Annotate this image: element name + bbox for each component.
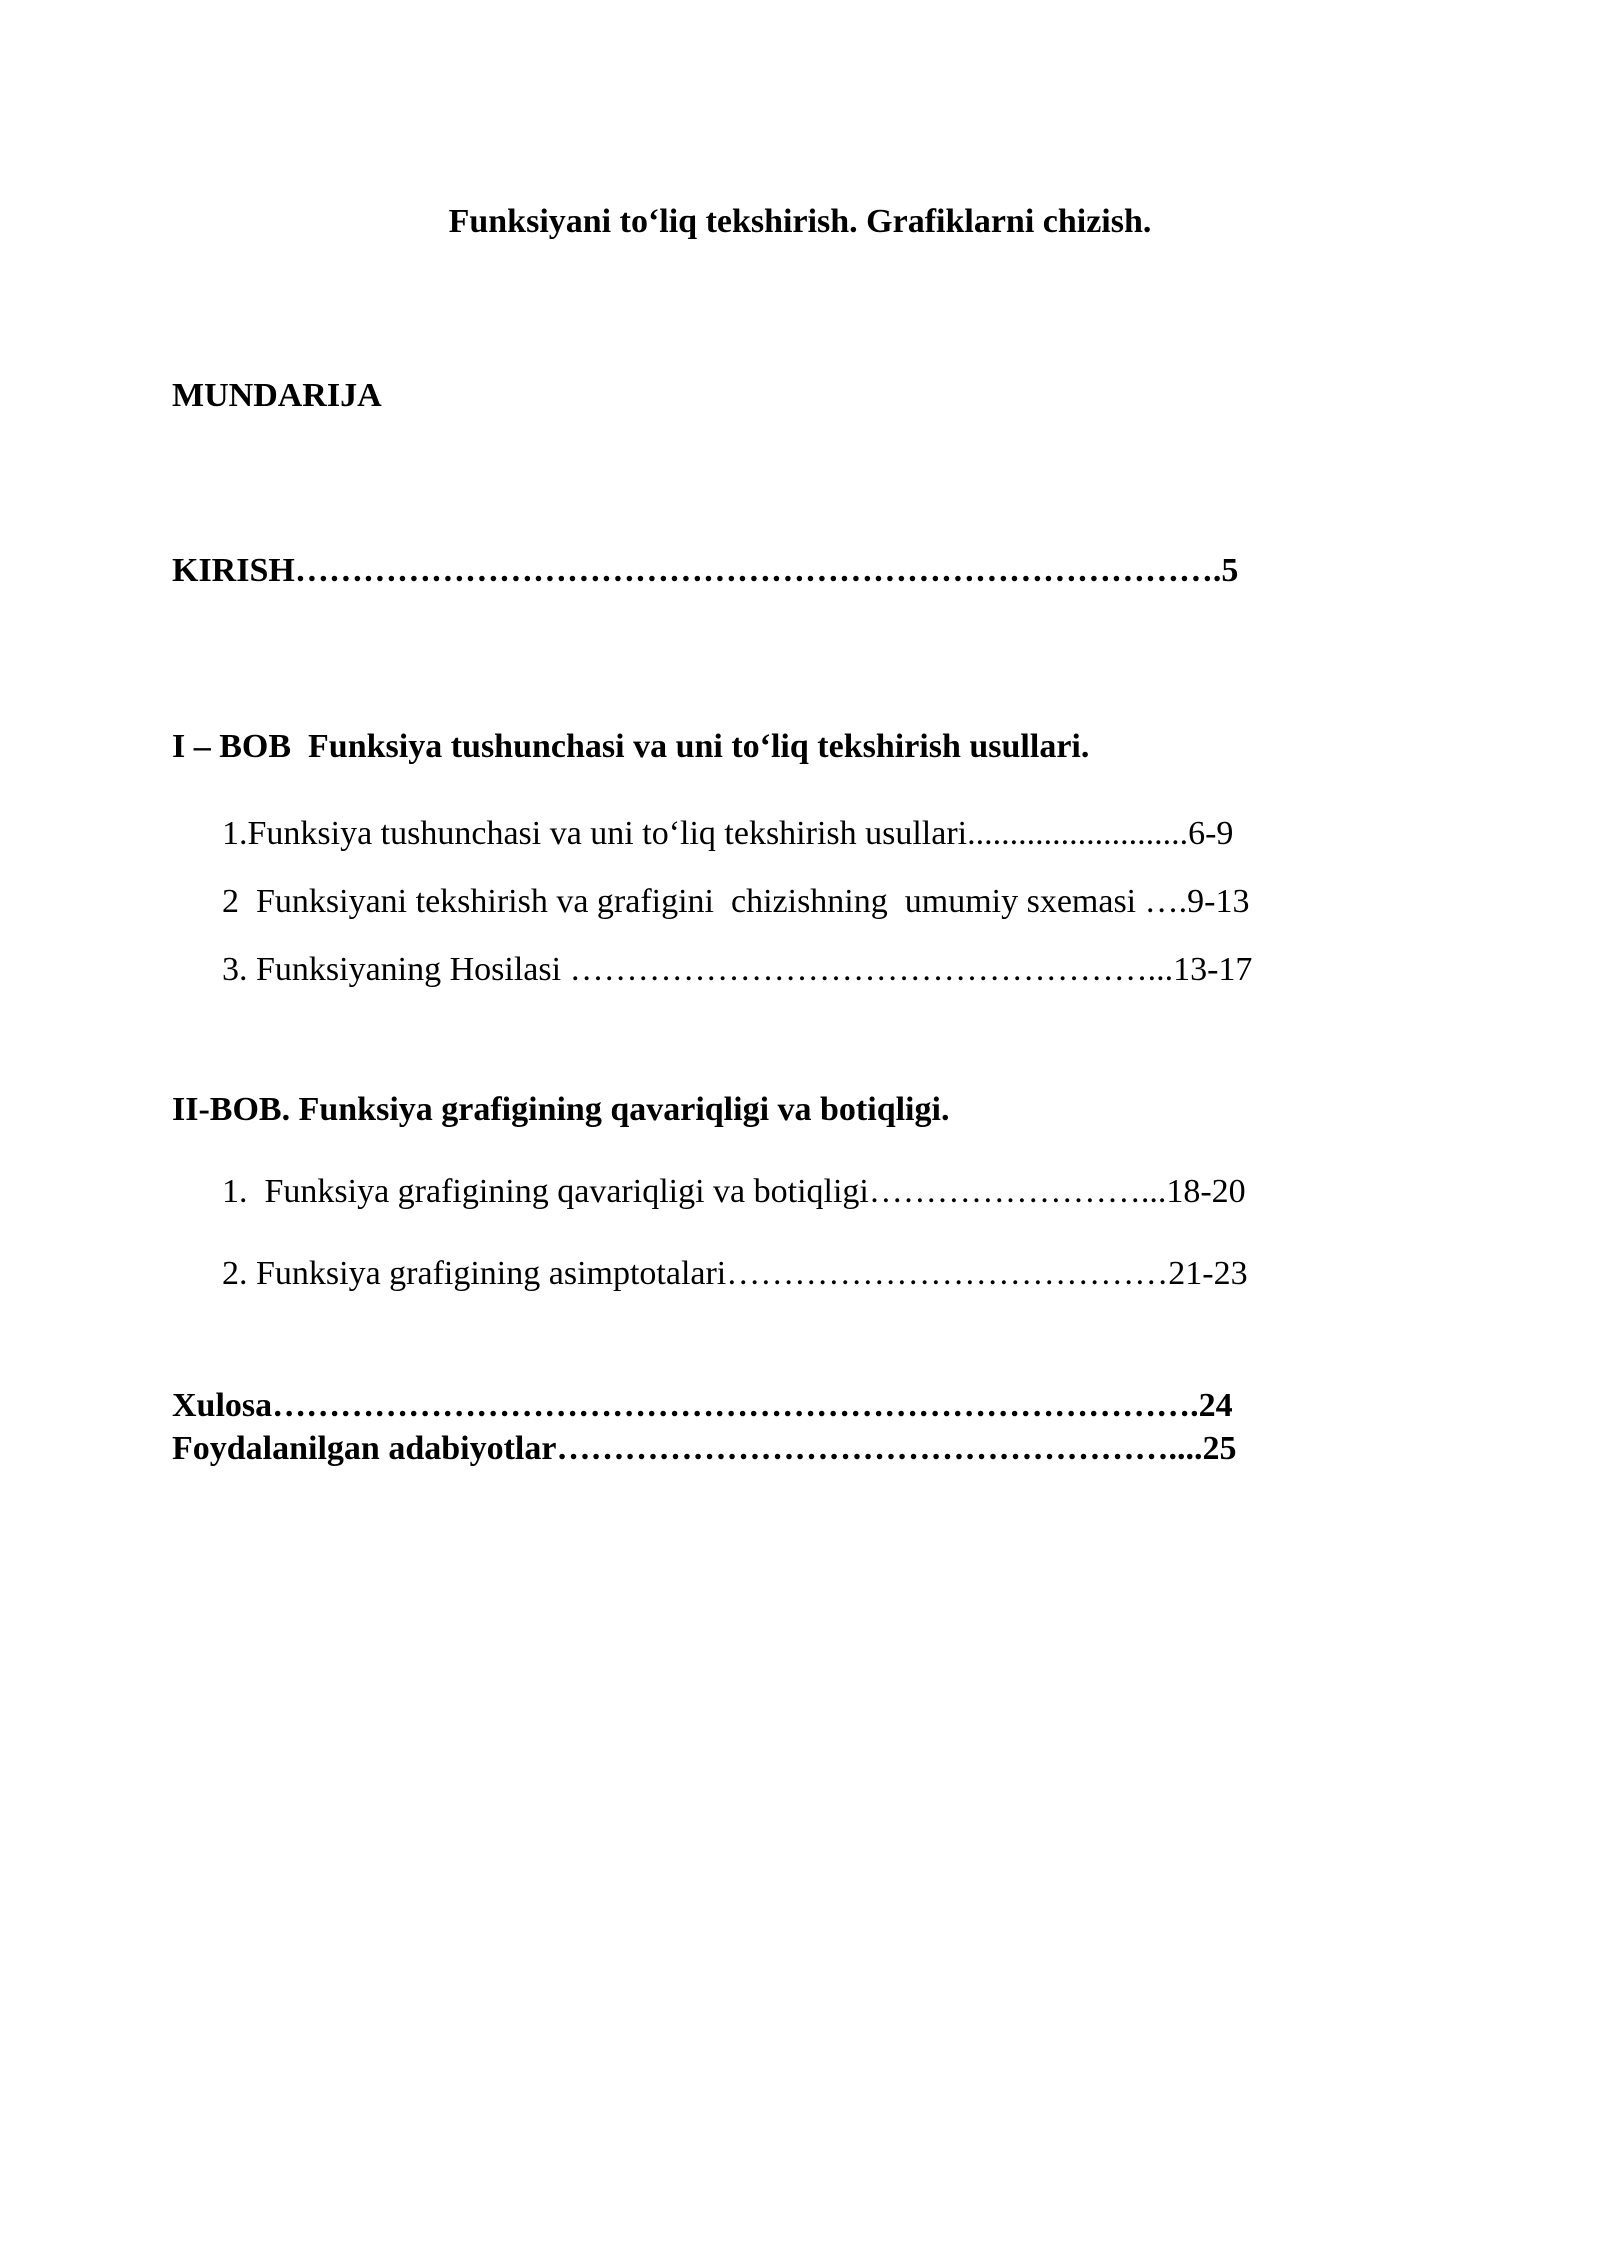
toc-intro-entry: KIRISH……………………………………………………………………….5 <box>172 552 1239 589</box>
chapter-2-heading: II-BOB. Funksiya grafigining qavariqligi va botiqligi. <box>172 1091 950 1128</box>
chapter-1-item-1: 1.Funksiya tushunchasi va uni to‘liq tekshirish usullari..........................6-9 <box>222 815 1234 852</box>
chapter-1-item-2: 2 Funksiyani tekshirish va grafigini chizishning umumiy sxemasi ….9-13 <box>222 883 1250 920</box>
toc-references-entry: Foydalanilgan adabiyotlar………………………………………………....25 <box>172 1430 1237 1467</box>
chapter-1-heading: I – BOB Funksiya tushunchasi va uni to‘liq tekshirish usullari. <box>172 728 1090 765</box>
toc-heading: MUNDARIJA <box>172 377 382 414</box>
toc-conclusion-entry: Xulosa……………………………………………………………………….24 <box>172 1387 1233 1424</box>
chapter-2-item-2: 2. Funksiya grafigining asimptotalari…………………………………21-23 <box>222 1255 1248 1292</box>
chapter-2-item-1: 1. Funksiya grafigining qavariqligi va botiqligi……………………...18-20 <box>222 1173 1246 1210</box>
document-title: Funksiyani to‘liq tekshirish. Grafiklarni chizish. <box>448 203 1152 240</box>
chapter-1-item-3: 3. Funksiyaning Hosilasi ……………………………………………...13-17 <box>222 951 1253 988</box>
